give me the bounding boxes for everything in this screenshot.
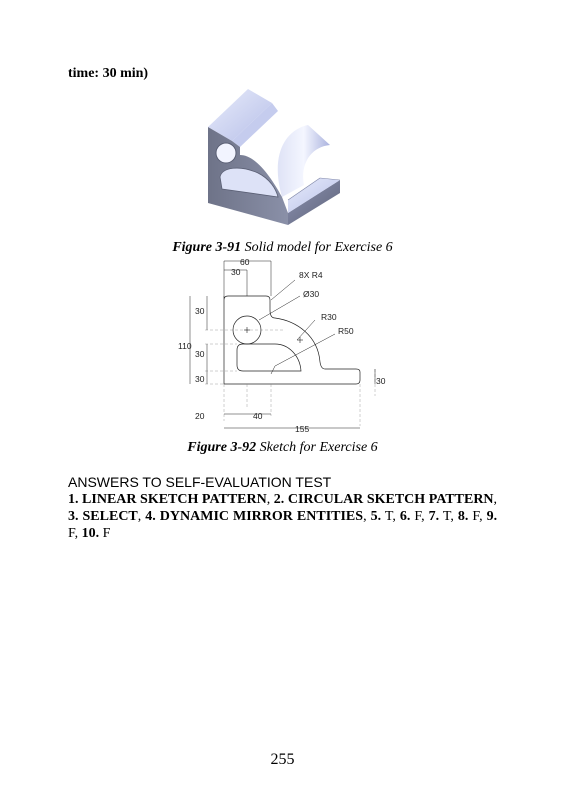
dim-r30: R30 (321, 312, 337, 322)
solid-model-image (200, 85, 340, 235)
answer-number: 1. (68, 492, 79, 507)
answer-text: T (384, 509, 393, 524)
dim-30-right: 30 (376, 376, 386, 386)
dim-40: 40 (253, 411, 263, 421)
answer-number: 8. (457, 509, 469, 524)
answer-text: DYNAMIC MIRROR ENTITIES (159, 509, 364, 524)
answer-text: F (68, 526, 75, 541)
dim-dia30: Ø30 (303, 289, 320, 299)
answer-number: 5. (370, 509, 382, 524)
figure-caption-1 (0, 240, 565, 256)
answer-text: CIRCULAR SKETCH PATTERN (287, 492, 494, 507)
figure-number-2: Figure 3-92 (187, 440, 257, 455)
answer-text: T (442, 509, 451, 524)
figure-caption-2 (0, 440, 565, 456)
answers-list: 1. LINEAR SKETCH PATTERN, 2. CIRCULAR SKETCH PATTERN, 3. SELECT, 4. DYNAMIC MIRROR ENTITIES, 5. T, 6. F, 7. T, 8. F, 9. F, 10. F (68, 492, 498, 541)
answer-number: 7. (428, 509, 440, 524)
dim-30-left-2: 30 (195, 349, 205, 359)
answer-text: F (414, 509, 422, 524)
answer-text: F (472, 509, 480, 524)
dim-110: 110 (178, 341, 192, 351)
figure-caption-text-2: Sketch for Exercise 6 (259, 440, 378, 455)
answers-heading: ANSWERS TO SELF-EVALUATION TEST (68, 474, 332, 490)
answer-number: 6. (399, 509, 411, 524)
answer-number: 10. (81, 526, 100, 541)
dim-8x-r4: 8X R4 (299, 270, 323, 280)
answer-number: 3. (68, 509, 79, 524)
header-text: time: 30 min) (68, 66, 149, 81)
answer-text: LINEAR SKETCH PATTERN (82, 492, 267, 507)
answer-text: SELECT (82, 509, 138, 524)
dim-155: 155 (295, 424, 310, 434)
answer-number: 2. (273, 492, 285, 507)
answer-text: F (102, 526, 111, 541)
dim-60: 60 (240, 257, 250, 267)
dim-30-top: 30 (231, 267, 241, 277)
figure-caption-text-1: Solid model for Exercise 6 (244, 240, 393, 255)
dim-20: 20 (195, 411, 205, 421)
page-number: 255 (270, 751, 295, 768)
figure-number-1: Figure 3-91 (172, 240, 242, 255)
dim-r50: R50 (338, 326, 354, 336)
dim-30-left-3: 30 (195, 374, 205, 384)
answer-number: 9. (486, 509, 498, 524)
sketch-drawing (175, 256, 390, 436)
answer-number: 4. (145, 509, 156, 524)
dim-30-left-1: 30 (195, 306, 205, 316)
